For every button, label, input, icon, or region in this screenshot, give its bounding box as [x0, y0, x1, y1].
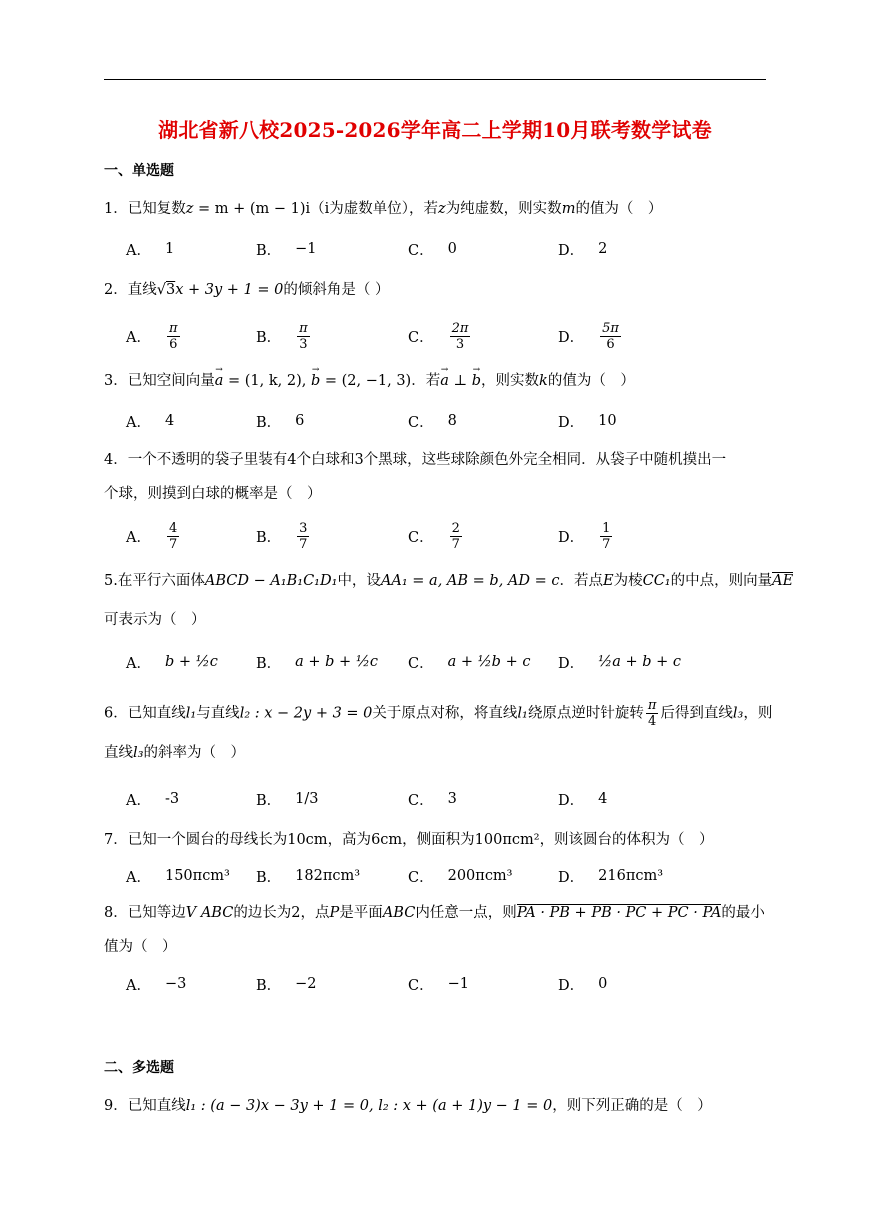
option-c: C． 3 — [408, 791, 457, 809]
question-1: 1．已知复数z = m + (m − 1)i（i为虚数单位），若z为纯虚数，则实数m的值为（ ） — [104, 201, 663, 217]
header-rule — [104, 79, 766, 80]
section-heading-single: 一、单选题 — [104, 163, 174, 179]
question-7-options — [126, 856, 766, 896]
question-2-options — [126, 316, 766, 356]
option-d: D． 2 — [558, 241, 608, 259]
question-4-line2: 个球，则摸到白球的概率是（ ） — [104, 486, 322, 502]
option-c: C． −1 — [408, 976, 469, 994]
question-4-options — [126, 516, 766, 556]
question-5-options — [126, 642, 766, 682]
option-a: A． 1 — [126, 241, 175, 259]
question-8-line2: 值为（ ） — [104, 939, 177, 955]
option-a: A． -3 — [126, 791, 180, 809]
question-7: 7．已知一个圆台的母线长为10cm，高为6cm，侧面积为100πcm²，则该圆台的体积为（ ） — [104, 832, 714, 848]
option-d: D． $\frac{5\pi}{6}$ — [558, 320, 619, 352]
option-c: C． 0 — [408, 241, 457, 259]
question-8: 8．已知等边V ABC的边长为2，点P是平面ABC内任意一点，则PA · PB + PB · PC + PC · PA的最小 — [104, 905, 765, 921]
option-a: A． −3 — [126, 976, 187, 994]
option-a: A． $\frac{4}{7}$ — [126, 520, 178, 552]
page-title: 湖北省新八校2025-2026学年高二上学期10月联考数学试卷 — [158, 118, 712, 142]
option-c: C． $\frac{2}{7}$ — [408, 520, 460, 552]
option-d: D． ½a + b + c — [558, 654, 681, 672]
option-d: D． 10 — [558, 413, 617, 431]
option-b: B． a + b + ½c — [256, 654, 378, 672]
question-2: 2．直线√3x + 3y + 1 = 0的倾斜角是（ ） — [104, 282, 390, 298]
option-b: B． 182πcm³ — [256, 868, 361, 886]
question-3-options — [126, 401, 766, 441]
question-6-line2: 直线l₃的斜率为（ ） — [104, 745, 245, 761]
option-d: D． 4 — [558, 791, 608, 809]
option-a: A． 4 — [126, 413, 175, 431]
option-d: D． 0 — [558, 976, 608, 994]
option-a: A． b + ½c — [126, 654, 218, 672]
option-b: B． $\frac{3}{7}$ — [256, 520, 308, 552]
option-b: B． −1 — [256, 241, 317, 259]
option-b: B． 6 — [256, 413, 305, 431]
question-4: 4．一个不透明的袋子里装有4个白球和3个黑球，这些球除颜色外完全相同．从袋子中随机摸出一 — [104, 452, 727, 468]
option-b: B． $\frac{\pi}{3}$ — [256, 320, 308, 352]
option-a: A． 150πcm³ — [126, 868, 230, 886]
section-heading-multi: 二、多选题 — [104, 1060, 174, 1076]
question-5-line2: 可表示为（ ） — [104, 612, 206, 628]
question-5: 5.在平行六面体ABCD − A₁B₁C₁D₁中，设AA₁ = a, AB = b, AD = c．若点E为棱CC₁的中点，则向量AE — [104, 573, 794, 589]
option-d: D． 216πcm³ — [558, 868, 664, 886]
option-c: C． $\frac{2\pi}{3}$ — [408, 320, 469, 352]
option-c: C． 8 — [408, 413, 457, 431]
option-c: C． 200πcm³ — [408, 868, 513, 886]
question-6-options — [126, 779, 766, 819]
question-1-options — [126, 229, 766, 269]
question-9: 9．已知直线l₁ : (a − 3)x − 3y + 1 = 0, l₂ : x + (a + 1)y − 1 = 0，则下列正确的是（ ） — [104, 1098, 712, 1114]
option-b: B． −2 — [256, 976, 317, 994]
question-number: 1． — [104, 201, 128, 217]
question-8-options — [126, 964, 766, 1004]
question-6: 6．已知直线l₁与直线l₂ : x − 2y + 3 = 0关于原点对称，将直线l₁绕原点逆时针旋转 $\frac{\pi}{4}$ 后得到直线l₃，则 — [104, 698, 773, 729]
option-a: A． $\frac{\pi}{6}$ — [126, 320, 178, 352]
option-d: D． $\frac{1}{7}$ — [558, 520, 611, 552]
option-b: B． 1/3 — [256, 791, 319, 809]
option-c: C． a + ½b + c — [408, 654, 531, 672]
question-3: 3．已知空间向量a → = (1, k, 2), b → = (2, −1, 3)．若a → ⊥ b →，则实数k的值为（ ） — [104, 371, 770, 391]
